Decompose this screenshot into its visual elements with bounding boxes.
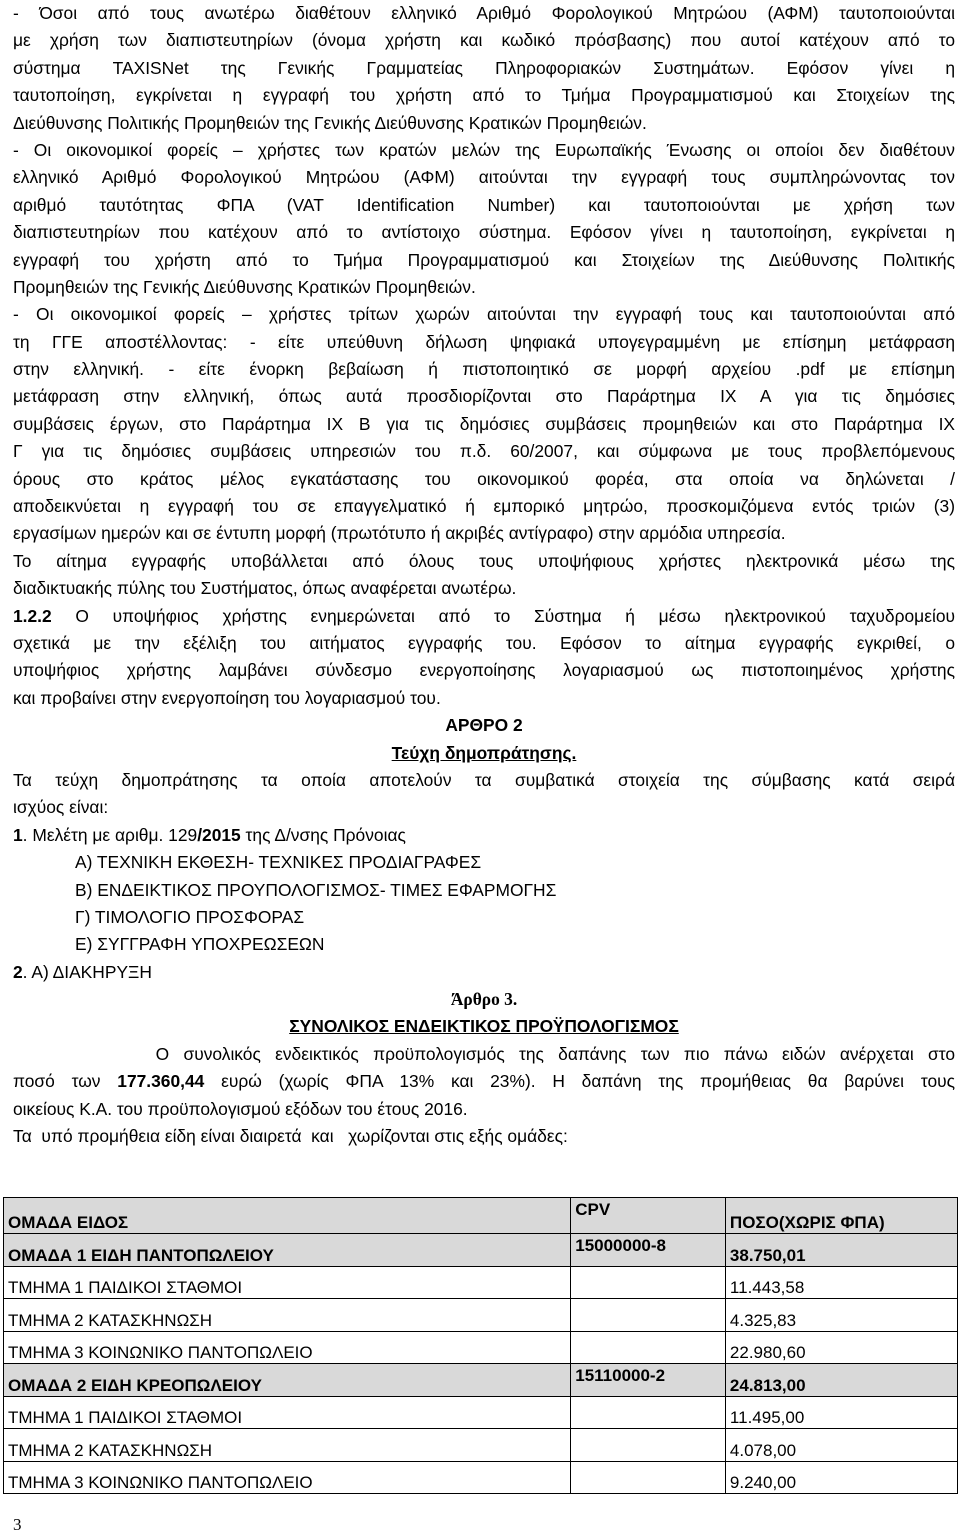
text-line: Τα υπό προμήθεια είδη είναι διαιρετά και χωρίζονται στις εξής ομάδες: [13, 1126, 568, 1147]
page-number: 3 [13, 1515, 22, 1534]
table-cell-name: ΤΜΗΜΑ 2 ΚΑΤΑΣΚΗΝΩΣΗ [4, 1429, 571, 1462]
text-line: Προμηθειών της Γενικής Διεύθυνσης Κρατικών Προμηθειών. [13, 276, 476, 297]
table-cell-amount: 11.495,00 [725, 1396, 957, 1429]
text-line: Γ για τις δημόσιες συμβάσεις υπηρεσιών του π.δ. 60/2007, και σύμφωνα με τους προβλεπόμενους [13, 441, 955, 462]
table-cell-cpv: 15110000-2 [571, 1364, 726, 1397]
table-header-cell: ΠΟΣΟ(ΧΩΡΙΣ ΦΠΑ) [725, 1198, 957, 1234]
table-cell-name: ΟΜΑΔΑ 1 ΕΙΔΗ ΠΑΝΤΟΠΩΛΕΙΟΥ [4, 1234, 571, 1267]
text-line: και προβαίνει στην ενεργοποίηση του λογαριασμού του. [13, 687, 441, 708]
table-cell-name: ΟΜΑΔΑ 2 ΕΙΔΗ ΚΡΕΟΠΩΛΕΙΟΥ [4, 1364, 571, 1397]
table-row [4, 1331, 958, 1364]
section-number: 1.2.2 [13, 605, 52, 626]
article-2-subheading [13, 740, 955, 767]
table-cell-cpv: 15000000-8 [571, 1234, 726, 1267]
table-header-cell: ΟΜΑΔΑ ΕΙΔΟΣ [4, 1198, 571, 1234]
sub-list-item: Γ) ΤΙΜΟΛΟΓΙΟ ΠΡΟΣΦΟΡΑΣ [75, 906, 305, 927]
text-line: - Οι οικονομικοί φορείς – χρήστες των κρατών μελών της Ευρωπαϊκής Ένωσης οι οποίοι δεν διαθέτουν [13, 139, 955, 160]
table-row [4, 1364, 958, 1397]
table-cell-cpv [571, 1299, 726, 1332]
table-cell-name: ΤΜΗΜΑ 2 ΚΑΤΑΣΚΗΝΩΣΗ [4, 1299, 571, 1332]
text-span: ποσό των [13, 1071, 118, 1092]
list-item-2 [13, 959, 955, 986]
text-line: εργασίμων ημερών και σε έντυπη μορφή (πρωτότυπο ή ακριβές αντίγραφο) στην αρμόδια υπηρεσία. [13, 523, 786, 544]
table-header-row [4, 1198, 958, 1234]
article-2-heading: ΑΡΘΡΟ 2 [445, 715, 523, 736]
text-line: μετάφραση στην ελληνική, όπως αυτά προσδιορίζονται στο Παράρτημα ΙΧ Α για τις δημόσιες [13, 386, 955, 407]
sub-list-item: Α) ΤΕΧΝΙΚΗ ΕΚΘΕΣΗ- ΤΕΧΝΙΚΕΣ ΠΡΟΔΙΑΓΡΑΦΕΣ [75, 852, 482, 873]
article-2-subheading-text: Τεύχη δημοπράτησης. [391, 742, 577, 763]
paragraph-1-2-2 [13, 603, 955, 713]
text-line [13, 1068, 955, 1095]
table-cell-amount: 4.078,00 [725, 1429, 957, 1462]
article-3-subheading-text: ΣΥΝΟΛΙΚΟΣ ΕΝΔΕΙΚΤΙΚΟΣ ΠΡΟΫΠΟΛΟΓΙΣΜΟΣ [289, 1016, 679, 1037]
table-row [4, 1429, 958, 1462]
table-row [4, 1396, 958, 1429]
table-cell-name: ΤΜΗΜΑ 1 ΠΑΙΔΙΚΟΙ ΣΤΑΘΜΟΙ [4, 1396, 571, 1429]
text-line: όρους στο κράτος μέλος εγκατάστασης του οικονομικού φορέα, στα οποία να δηλώνεται / [13, 468, 955, 489]
budget-table [3, 1197, 958, 1494]
table-cell-name: ΤΜΗΜΑ 3 ΚΟΙΝΩΝΙΚΟ ΠΑΝΤΟΠΩΛΕΙΟ [4, 1461, 571, 1494]
text-line: σχετικά με την εξέλιξη του αιτήματος εγγραφής του. Εφόσον το αίτημα εγγραφής εγκριθεί, ο [13, 632, 955, 653]
text-span-bold: /2015 [197, 824, 241, 845]
document-page [13, 0, 955, 1150]
table-cell-amount: 38.750,01 [725, 1234, 957, 1267]
table-cell-amount: 24.813,00 [725, 1364, 957, 1397]
article-3-heading: Άρθρο 3. [450, 989, 518, 1010]
text-line: διαδικτυακής πύλης του Συστήματος, όπως αναφέρεται ανωτέρω. [13, 578, 517, 599]
text-line: τη ΓΓΕ αποστέλλοντας: - είτε υπεύθυνη δήλωση ψηφιακά υπογεγραμμένη με επίσημη μετάφραση [13, 331, 955, 352]
text-line: Τα τεύχη δημοπράτησης τα οποία αποτελούν τα συμβατικά στοιχεία της σύμβασης κατά σειρά [13, 769, 955, 790]
table-row [4, 1461, 958, 1494]
text-line: στην ελληνική. - είτε ένορκη βεβαίωση ή πιστοποιητικό σε μορφή αρχείου .pdf με επίσημη [13, 359, 955, 380]
table-cell-name: ΤΜΗΜΑ 3 ΚΟΙΝΩΝΙΚΟ ΠΑΝΤΟΠΩΛΕΙΟ [4, 1331, 571, 1364]
table-cell-amount: 22.980,60 [725, 1331, 957, 1364]
table-row [4, 1266, 958, 1299]
text-line: ταυτοποίηση, εγκρίνεται η εγγραφή του χρήστη από το Τμήμα Προγραμματισμού και Στοιχείων της [13, 85, 955, 106]
paragraph-greek-afm [13, 0, 955, 137]
text-line: σύστημα TAXISNet της Γενικής Γραμματείας Πληροφοριακών Συστημάτων. Εφόσον γίνει η [13, 57, 955, 78]
text-line: οικείους Κ.Α. του προϋπολογισμού εξόδων του έτους 2016. [13, 1098, 468, 1119]
text-line: εγγραφή του χρήστη από το Τμήμα Προγραμματισμού και Στοιχείων της Διεύθυνσης Πολιτικής [13, 249, 955, 270]
table-cell-cpv [571, 1429, 726, 1462]
text-line: με χρήση των διαπιστευτηρίων (όνομα χρήστη και κωδικό πρόσβασης) που αυτοί κατέχουν από το [13, 30, 955, 51]
text-span: ευρώ (χωρίς ΦΠΑ 13% και 23%). Η δαπάνη της προμήθειας θα βαρύνει τους [204, 1071, 955, 1092]
table-cell-name: ΤΜΗΜΑ 1 ΠΑΙΔΙΚΟΙ ΣΤΑΘΜΟΙ [4, 1266, 571, 1299]
paragraph-registration-request [13, 548, 955, 603]
text-line: υποψήφιος χρήστης λαμβάνει σύνδεσμο ενεργοποίησης λογαριασμού ως πιστοποιημένος χρήστης [13, 660, 955, 681]
text-line: Ο συνολικός ενδεικτικός προϋπολογισμός της δαπάνης των πιο πάνω ειδών ανέρχεται στο [13, 1043, 955, 1064]
text-span: της Δ/νσης Πρόνοιας [240, 824, 406, 845]
text-line: αριθμό ταυτότητας ΦΠΑ (VAT Identification Number) και ταυτοποιούνται με χρήση των [13, 194, 955, 215]
paragraph-third-countries [13, 301, 955, 548]
table-cell-amount: 4.325,83 [725, 1299, 957, 1332]
sub-list-item: Ε) ΣΥΓΓΡΑΦΗ ΥΠΟΧΡΕΩΣΕΩΝ [75, 934, 325, 955]
text-line: ελληνικό Αριθμό Φορολογικού Μητρώου (ΑΦΜ) αιτούνται την εγγραφή τους συμπληρώνοντας τον [13, 167, 955, 188]
text-line: ισχύος είναι: [13, 797, 109, 818]
text-line: - Όσοι από τους ανωτέρω διαθέτουν ελληνικό Αριθμό Φορολογικού Μητρώου (ΑΦΜ) ταυτοποιούνται [13, 3, 955, 23]
table-cell-amount: 9.240,00 [725, 1461, 957, 1494]
text-span: . Α) ΔΙΑΚΗΡΥΞΗ [22, 961, 152, 982]
text-line: συμβάσεις έργων, στο Παράρτημα ΙΧ Β για τις δημόσιες συμβάσεις προμηθειών και στο Παράρτημα ΙΧ [13, 413, 955, 434]
text-line: διαπιστευτηρίων που κατέχουν από το αντίστοιχο σύστημα. Εφόσον γίνει η ταυτοποίηση, εγκρίνεται η [13, 222, 955, 243]
table-cell-amount: 11.443,58 [725, 1266, 957, 1299]
table-row [4, 1299, 958, 1332]
table-row [4, 1234, 958, 1267]
budget-table-body [4, 1198, 958, 1494]
total-amount: 177.360,44 [117, 1071, 205, 1092]
table-header-cell: CPV [571, 1198, 726, 1234]
table-cell-cpv [571, 1266, 726, 1299]
table-cell-cpv [571, 1461, 726, 1494]
table-cell-cpv [571, 1396, 726, 1429]
text-line: Διεύθυνσης Πολιτικής Προμηθειών της Γενικής Διεύθυνσης Κρατικών Προμηθειών. [13, 112, 647, 133]
text-span: Ο υποψήφιος χρήστης ενημερώνεται από το Σύστημα ή μέσω ηλεκτρονικού ταχυδρομείου [51, 605, 955, 626]
table-cell-cpv [571, 1331, 726, 1364]
sub-list-item: Β) ΕΝΔΕΙΚΤΙΚΟΣ ΠΡΟΥΠΟΛΟΓΙΣΜΟΣ- ΤΙΜΕΣ ΕΦΑΡΜΟΓΗΣ [75, 879, 557, 900]
list-number: 1 [13, 824, 23, 845]
list-item-1 [13, 822, 955, 849]
text-line: Το αίτημα εγγραφής υποβάλλεται από όλους τους υποψήφιους χρήστες ηλεκτρονικά μέσω της [13, 550, 955, 571]
article-3-subheading [13, 1013, 955, 1040]
text-line: αποδεικνύεται η εγγραφή του σε επαγγελματικό ή εμπορικό μητρώο, προσκομιζόμενα εντός τριών (3) [13, 496, 955, 517]
text-span: . Μελέτη με αριθμ. 129 [22, 824, 198, 845]
paragraph-eu-users [13, 137, 955, 301]
text-line: - Οι οικονομικοί φορείς – χρήστες τρίτων χωρών αιτούνται την εγγραφή τους και ταυτοποιούνται από [13, 304, 955, 325]
list-number: 2 [13, 961, 23, 982]
text-line [13, 603, 955, 630]
